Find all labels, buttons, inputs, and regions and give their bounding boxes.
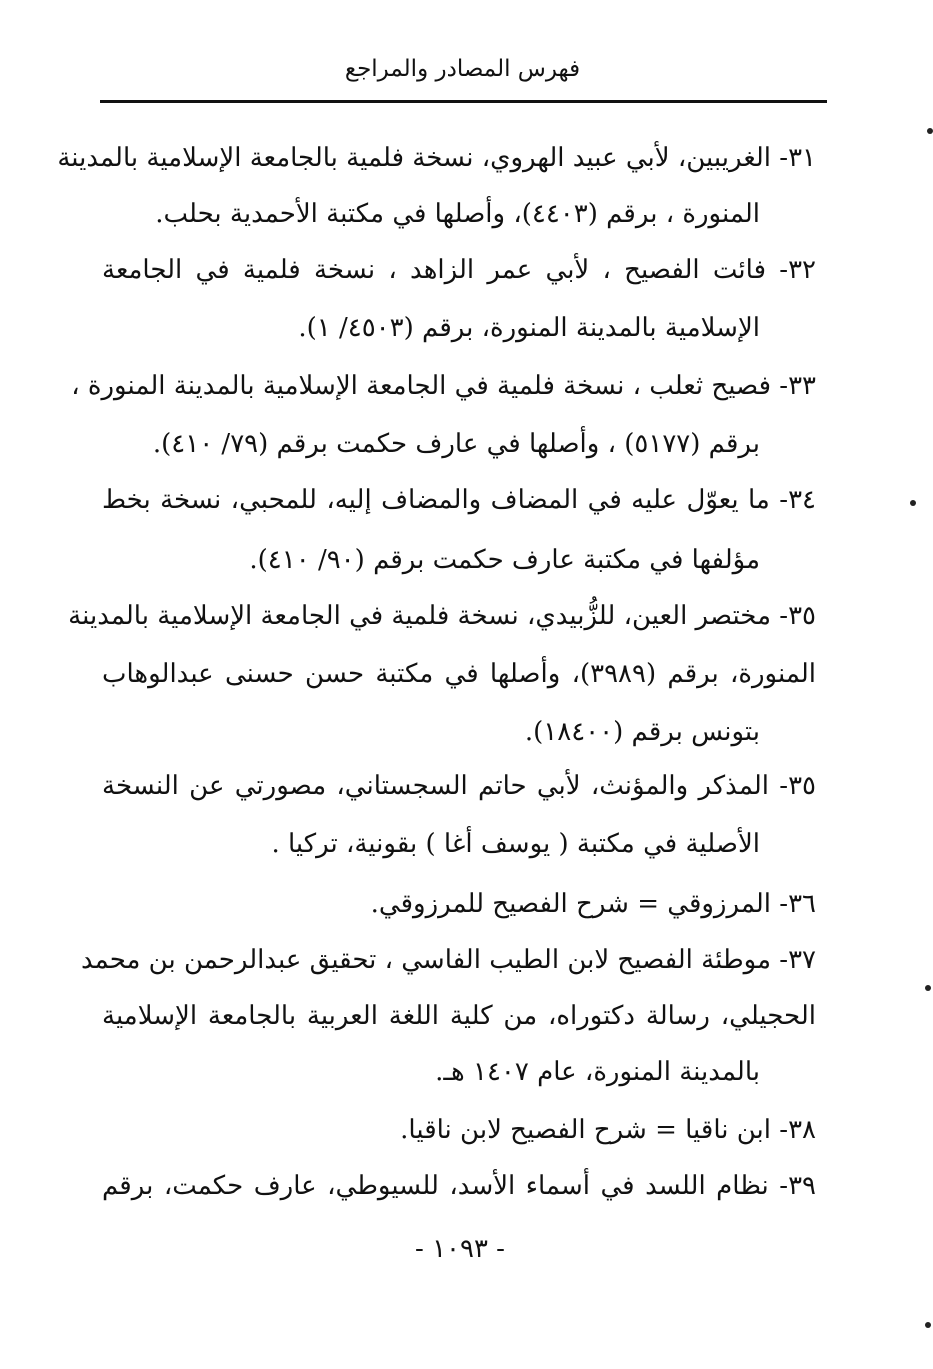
entry-34-line-1: ٣٤- ما يعوّل عليه في المضاف والمضاف إليه، للمحبي، نسخة بخط <box>102 485 816 515</box>
entry-35-line-1: ٣٥- مختصر العين، للزُّبيدي، نسخة فلمية في الجامعة الإسلامية بالمدينة <box>68 601 816 631</box>
scan-speck <box>925 985 931 991</box>
entry-35-line-2: المنورة، برقم (٣٩٨٩)، وأصلها في مكتبة حسن حسنى عبدالوهاب <box>102 659 816 689</box>
entry-38-line-1: ٣٨- ابن ناقيا = شرح الفصيح لابن ناقيا. <box>400 1115 816 1145</box>
scan-speck <box>927 128 933 134</box>
entry-35-line-3: بتونس برقم (١٨٤٠٠). <box>524 717 760 747</box>
entry-34-line-2: مؤلفها في مكتبة عارف حكمت برقم (٩٠/ ٤١٠). <box>249 545 760 575</box>
entry-32-line-1: ٣٢- فائت الفصيح ، لأبي عمر الزاهد ، نسخة فلمية في الجامعة <box>102 255 816 285</box>
page-header-title: فهرس المصادر والمراجع <box>344 56 581 82</box>
entry-35b-line-2: الأصلية في مكتبة ( يوسف أغا ) بقونية، تركيا . <box>271 829 760 859</box>
entry-33-line-2: برقم (٥١٧٧) ، وأصلها في عارف حكمت برقم (٧٩/ ٤١٠). <box>152 429 760 459</box>
entry-33-line-1: ٣٣- فصيح ثعلب ، نسخة فلمية في الجامعة الإسلامية بالمدينة المنورة ، <box>71 371 816 401</box>
entry-31-line-1: ٣١- الغريبين، لأبي عبيد الهروي، نسخة فلمية بالجامعة الإسلامية بالمدينة <box>57 143 816 173</box>
entry-37-line-3: بالمدينة المنورة، عام ١٤٠٧ هـ. <box>435 1057 760 1087</box>
entry-37-line-1: ٣٧- موطئة الفصيح لابن الطيب الفاسي ، تحقيق عبدالرحمن بن محمد <box>81 945 816 975</box>
scan-speck <box>910 500 916 506</box>
entry-35b-line-1: ٣٥- المذكر والمؤنث، لأبي حاتم السجستاني، مصورتي عن النسخة <box>102 771 816 801</box>
entry-36-line-1: ٣٦- المرزوقي = شرح الفصيح للمرزوقي. <box>370 889 816 919</box>
scan-speck <box>925 1322 931 1328</box>
entry-37-line-2: الحجيلي، رسالة دكتوراه، من كلية اللغة العربية بالجامعة الإسلامية <box>102 1001 816 1031</box>
page-number: - ١٠٩٣ - <box>415 1234 505 1264</box>
entry-39-line-1: ٣٩- نظام اللسد في أسماء الأسد، للسيوطي، عارف حكمت، برقم <box>102 1171 816 1201</box>
entry-31-line-2: المنورة ، برقم (٤٤٠٣)، وأصلها في مكتبة الأحمدية بحلب. <box>155 199 760 229</box>
entry-32-line-2: الإسلامية بالمدينة المنورة، برقم (٤٥٠٣/ ١). <box>298 313 760 343</box>
header-rule <box>100 100 827 103</box>
